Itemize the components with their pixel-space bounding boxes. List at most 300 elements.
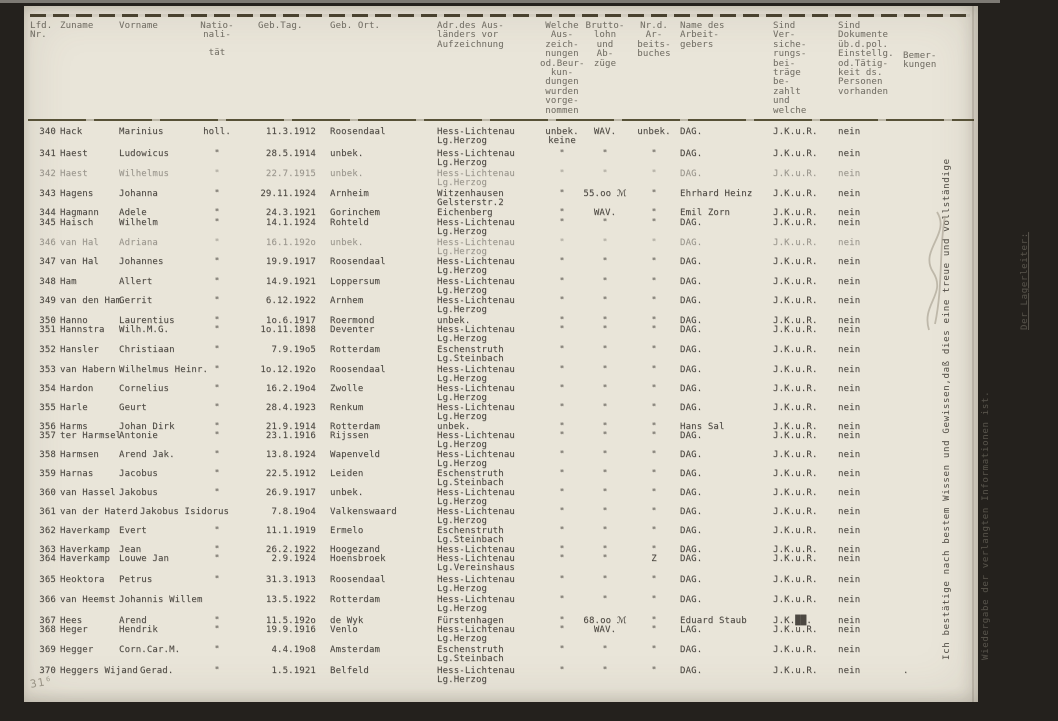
cell-text: Hess-Lichtenau (437, 666, 515, 676)
cell-buch (633, 366, 675, 375)
column-header-geber (680, 22, 725, 50)
cell-text: DAG. (680, 316, 703, 326)
cell-ort (330, 555, 386, 564)
cell-geb (250, 451, 316, 460)
cell-text: 11.5.192o (265, 616, 316, 626)
cell-text: " (602, 218, 608, 228)
cell-buch (633, 326, 675, 335)
cell-zuname (60, 209, 99, 218)
cell-geb (250, 576, 316, 585)
cell-vorname (119, 239, 158, 248)
cell-buch (633, 258, 675, 267)
cell-text: J.K.u.R. (773, 189, 818, 199)
cell-vorname (119, 278, 152, 287)
column-header-adr (437, 22, 504, 50)
cell-adr (437, 128, 515, 147)
cell-nat (200, 432, 234, 441)
column-header-ort (330, 22, 380, 31)
cell-text: " (559, 575, 565, 585)
cell-brutto (578, 219, 632, 228)
header-line: keit ds. (838, 68, 883, 79)
cell-text: Ham (60, 277, 77, 287)
cell-text: " (559, 545, 565, 555)
cell-text: DAG. (680, 554, 703, 564)
cell-buch (633, 508, 675, 517)
cell-adr (437, 432, 515, 451)
cell-text: " (559, 450, 565, 460)
cell-text: Hess-Lichtenau (437, 507, 515, 517)
cell-text: Hees (60, 616, 83, 626)
cell-geber (680, 326, 702, 335)
cell-nr (30, 451, 56, 460)
cell-nat (200, 470, 234, 479)
header-line: Bemer- (903, 51, 937, 61)
cell-text: Hess-Lichtenau (437, 450, 515, 460)
cell-text: " (214, 325, 220, 335)
cell-adr (437, 150, 515, 169)
cell-text: " (651, 666, 657, 676)
cell-adr (437, 555, 515, 574)
cell-brutto (578, 190, 632, 199)
cell-text: " (559, 469, 565, 479)
cell-geb (250, 596, 316, 605)
cell-text: Ehrhard Heinz (680, 189, 753, 199)
cell-text: " (559, 645, 565, 655)
cell-geb (250, 219, 316, 228)
cell-text: Allert (119, 277, 153, 287)
header-line: Geb.Tag. (258, 21, 303, 31)
cell-text: " (559, 526, 565, 536)
cell-text: " (559, 149, 565, 159)
cell-text: unbek. (437, 316, 471, 326)
cell-text: 23.1.1916 (265, 431, 316, 441)
cell-text: J.K.u.R. (773, 526, 818, 536)
cell-ort (330, 470, 363, 479)
cell-text: 346 (39, 238, 56, 248)
cell-brutto (578, 150, 632, 159)
cell-text: Hess-Lichtenau (437, 296, 515, 306)
cell-text: " (214, 645, 220, 655)
cell-text: Valkenswaard (330, 507, 397, 517)
cell-vorname (119, 190, 158, 199)
cell-text: nein (838, 403, 861, 413)
cell-text: DAG. (680, 526, 703, 536)
cell-buch (633, 555, 675, 564)
cell-text: Hess-Lichtenau (437, 384, 515, 394)
cell-text: Arnheim (330, 189, 369, 199)
cell-ort (330, 404, 363, 413)
cell-nat (200, 258, 234, 267)
column-header-nr (30, 22, 56, 41)
cell-text: 345 (39, 218, 56, 228)
cell-text: " (651, 469, 657, 479)
cell-text: " (651, 316, 657, 326)
cell-text: Hess-Lichtenau (437, 169, 515, 179)
cell-text: Eschenstruth (437, 469, 504, 479)
cell-nat (200, 451, 234, 460)
cell-text: Adriana (119, 238, 158, 248)
cell-text: nein (838, 149, 861, 159)
cell-text: " (214, 488, 220, 498)
cell-text: " (602, 296, 608, 306)
cell-text: LAG. (680, 625, 703, 635)
cell-geber (680, 470, 702, 479)
table-top-border (30, 14, 970, 17)
cell-text: Fürstenhagen (437, 616, 504, 626)
cell-buch (633, 470, 675, 479)
cell-text: " (602, 645, 608, 655)
cell-text: Heggers Wijand (60, 666, 138, 676)
cell-geb (250, 170, 316, 179)
cell-dok (838, 278, 860, 287)
cell-text: DAG. (680, 645, 703, 655)
cell-text: " (651, 345, 657, 355)
cell-text: " (559, 422, 565, 432)
cell-vorname (119, 219, 158, 228)
cell-text: Hess-Lichtenau (437, 554, 515, 564)
cell-nr (30, 596, 56, 605)
cell-text: 28.5.1914 (265, 149, 316, 159)
cell-vers (773, 170, 818, 179)
cell-geb (250, 555, 316, 564)
cell-text: 28.4.1923 (265, 403, 316, 413)
cell-geber (680, 626, 702, 635)
cell-text: " (602, 403, 608, 413)
cell-text: Wilhelmus Heinr. (119, 365, 209, 375)
cell-text: Johanna (119, 189, 158, 199)
cell-text: Hess-Lichtenau (437, 257, 515, 267)
certification-line: Wiedergabe der verlangten Informationen ist. (981, 390, 991, 660)
header-line: Nr.d. (640, 21, 668, 31)
cell-text: Hess-Lichtenau (437, 127, 515, 137)
cell-text: Lg.Herzog (437, 516, 488, 527)
cell-adr (437, 451, 515, 470)
cell-dok (838, 555, 860, 564)
cell-text: " (602, 526, 608, 536)
cell-nat (200, 219, 234, 228)
cell-text: Hess-Lichtenau (437, 403, 515, 413)
cell-geber (680, 239, 702, 248)
cell-text: " (651, 257, 657, 267)
cell-text: Amsterdam (330, 645, 381, 655)
cell-text: J.K.u.R. (773, 296, 818, 306)
cell-nat (200, 626, 234, 635)
cell-text: Adele (119, 208, 147, 218)
column-header-dok (838, 22, 894, 97)
cell-zuname (60, 346, 99, 355)
cell-zuname (60, 219, 93, 228)
cell-text: Louwe Jan (119, 554, 170, 564)
cell-text: " (214, 545, 220, 555)
cell-text: " (559, 595, 565, 605)
cell-text: DAG. (680, 545, 703, 555)
cell-text: " (214, 666, 220, 676)
cell-text: nein (838, 625, 861, 635)
cell-dok (838, 667, 860, 676)
cell-brutto (578, 626, 632, 635)
cell-text: J.K.u.R. (773, 422, 818, 432)
cell-text: Hendrik (119, 625, 158, 635)
cell-text: Lg.Herzog (437, 634, 488, 645)
cell-dok (838, 432, 860, 441)
cell-nr (30, 404, 56, 413)
cell-text: DAG. (680, 450, 703, 460)
pencil-note: 31⁶ (29, 674, 54, 691)
cell-buch (633, 385, 675, 394)
cell-text: Wilhelm (119, 218, 158, 228)
cell-zuname (60, 404, 88, 413)
cell-text: 370 (39, 666, 56, 676)
cell-dok (838, 508, 860, 517)
cell-text: Johannes (119, 257, 164, 267)
cell-text: " (602, 169, 608, 179)
header-line: träge (773, 68, 801, 79)
cell-text: DAG. (680, 469, 703, 479)
cell-text: 22.7.1915 (265, 169, 316, 179)
cell-zuname (60, 576, 105, 585)
cell-text: 354 (39, 384, 56, 394)
cell-zuname (60, 508, 138, 517)
cell-ort (330, 508, 397, 517)
cell-text: Hess-Lichtenau (437, 545, 515, 555)
cell-text: " (651, 616, 657, 626)
cell-text: " (559, 169, 565, 179)
cell-text: " (214, 208, 220, 218)
cell-dok (838, 346, 860, 355)
cell-text: J.K.u.R. (773, 208, 818, 218)
cell-text: Lg.Herzog (437, 286, 488, 297)
cell-text: " (559, 507, 565, 517)
cell-text: " (602, 277, 608, 287)
cell-adr (437, 470, 504, 489)
cell-text: Loppersum (330, 277, 381, 287)
cell-text: Witzenhausen (437, 189, 504, 199)
cell-text: DAG. (680, 488, 703, 498)
cell-buch (633, 209, 675, 218)
cell-text: J.K.u.R. (773, 666, 818, 676)
cell-buch (633, 239, 675, 248)
cell-text: DAG. (680, 218, 703, 228)
cell-text: " (602, 238, 608, 248)
cell-text: nein (838, 645, 861, 655)
cell-text: 350 (39, 316, 56, 326)
cell-text: Renkum (330, 403, 364, 413)
cell-text: " (559, 616, 565, 626)
cell-text: Roosendaal (330, 257, 386, 267)
cell-text: " (214, 149, 220, 159)
cell-geber (680, 555, 702, 564)
cell-text: " (214, 554, 220, 564)
cell-nat (200, 385, 234, 394)
cell-text: J.K.u.R. (773, 625, 818, 635)
column-header-vorname (119, 22, 158, 31)
cell-text: 11.1.1919 (265, 526, 316, 536)
cell-text: " (651, 575, 657, 585)
cell-buch (633, 190, 675, 199)
cell-zuname (60, 190, 93, 199)
cell-zuname (60, 278, 77, 287)
cell-geb (250, 626, 316, 635)
cell-vers (773, 297, 818, 306)
cell-text: DAG. (680, 169, 703, 179)
cell-text: " (214, 450, 220, 460)
cell-text: Arend Jak. (119, 450, 175, 460)
cell-text: J.K.u.R. (773, 507, 818, 517)
cell-text: Lg.Herzog (437, 305, 488, 316)
cell-text: unbek. (330, 488, 364, 498)
cell-nr (30, 646, 56, 655)
cell-text: Emil Zorn (680, 208, 731, 218)
cell-ort (330, 278, 380, 287)
cell-text: Lg.Herzog (437, 247, 488, 258)
cell-text: " (651, 189, 657, 199)
cell-text: Hansler (60, 345, 99, 355)
cell-geb (250, 489, 316, 498)
cell-nat (200, 128, 234, 137)
cell-text: 351 (39, 325, 56, 335)
cell-text: Hess-Lichtenau (437, 325, 515, 335)
cell-nr (30, 170, 56, 179)
cell-adr (437, 170, 515, 189)
cell-text: nein (838, 616, 861, 626)
cell-adr (437, 667, 515, 686)
cell-ort (330, 527, 363, 536)
cell-text: Harms (60, 422, 88, 432)
column-header-vers (773, 22, 806, 116)
cell-text: " (559, 431, 565, 441)
cell-text: Haest (60, 149, 88, 159)
cell-dok (838, 150, 860, 159)
cell-geber (680, 527, 702, 536)
cell-vers (773, 219, 818, 228)
cell-text: Roosendaal (330, 127, 386, 137)
cell-adr (437, 209, 493, 218)
cell-text: Hess-Lichtenau (437, 238, 515, 248)
cell-nr (30, 209, 56, 218)
cell-text: " (214, 575, 220, 585)
cell-text: Venlo (330, 625, 358, 635)
cell-text: Roosendaal (330, 575, 386, 585)
cell-text: " (651, 149, 657, 159)
cell-text: " (651, 277, 657, 287)
cell-text: J.K.u.R. (773, 545, 818, 555)
cell-geber (680, 576, 702, 585)
cell-brutto (578, 451, 632, 460)
cell-text: Hardon (60, 384, 94, 394)
cell-text: " (559, 325, 565, 335)
cell-geb (250, 128, 316, 137)
cell-vers (773, 239, 818, 248)
cell-text: Hess-Lichtenau (437, 625, 515, 635)
cell-text: J.K.u.R. (773, 403, 818, 413)
cell-text: Laurentius (119, 316, 175, 326)
cell-text: Jacobus (119, 469, 158, 479)
cell-text: 21.9.1914 (265, 422, 316, 432)
cell-geb (250, 209, 316, 218)
header-line: od.Tätig- (838, 58, 889, 69)
cell-vers (773, 576, 818, 585)
cell-text: " (559, 277, 565, 287)
cell-brutto (578, 297, 632, 306)
cell-text: 344 (39, 208, 56, 218)
cell-text: 343 (39, 189, 56, 199)
header-line: Name des (680, 21, 725, 31)
cell-vers (773, 646, 818, 655)
cell-text: 342 (39, 169, 56, 179)
cell-nat (200, 555, 234, 564)
cell-text: Eichenberg (437, 208, 493, 218)
cell-text: Arend (119, 616, 147, 626)
cell-vorname (119, 451, 175, 460)
cell-zuname (60, 170, 88, 179)
cell-buch (633, 451, 675, 460)
cell-vers (773, 527, 818, 536)
cell-nr (30, 297, 56, 306)
cell-text: " (602, 257, 608, 267)
cell-zuname (60, 470, 93, 479)
cell-text: " (214, 616, 220, 626)
cell-text: van Hal (60, 238, 99, 248)
header-line: Aufzeichnung (437, 39, 504, 50)
cell-text: Ermelo (330, 526, 364, 536)
cell-vers (773, 209, 818, 218)
cell-geber (680, 432, 702, 441)
cell-text: 7.9.19o5 (271, 345, 316, 355)
cell-ort (330, 432, 369, 441)
cell-text: J.K.u.R. (773, 469, 818, 479)
cell-text: nein (838, 422, 861, 432)
cell-text: van Habern (60, 365, 116, 375)
cell-geber (680, 278, 702, 287)
cell-geber (680, 190, 752, 199)
cell-nat (200, 239, 234, 248)
cell-brutto (578, 555, 632, 564)
cell-dok (838, 258, 860, 267)
cell-text: " (214, 238, 220, 248)
cell-brutto (578, 209, 632, 218)
cell-geber (680, 150, 702, 159)
cell-text: " (651, 238, 657, 248)
cell-text: Lg.Herzog (437, 412, 488, 423)
cell-geber (680, 385, 702, 394)
cell-text: Evert (119, 526, 147, 536)
cell-ort (330, 190, 369, 199)
cell-text: " (602, 595, 608, 605)
header-line: wurden (545, 86, 579, 97)
cell-zuname (60, 128, 82, 137)
cell-buch (633, 432, 675, 441)
cell-nr (30, 239, 56, 248)
cell-text: Eschenstruth (437, 345, 504, 355)
cell-vers (773, 278, 818, 287)
cell-vorname (119, 150, 169, 159)
cell-text: 14.9.1921 (265, 277, 316, 287)
cell-text: J.K.██. (773, 616, 812, 626)
cell-vorname (119, 527, 147, 536)
cell-text: Roosendaal (330, 365, 386, 375)
cell-text: " (602, 345, 608, 355)
cell-text: J.K.u.R. (773, 595, 818, 605)
cell-dok (838, 470, 860, 479)
cell-geber (680, 404, 702, 413)
cell-text: Hannstra (60, 325, 105, 335)
cell-text: 29.11.1924 (260, 189, 316, 199)
cell-geb (250, 346, 316, 355)
cell-vers (773, 451, 818, 460)
cell-text: Rotterdam (330, 345, 381, 355)
cell-nr (30, 432, 56, 441)
cell-text: Hess-Lichtenau (437, 575, 515, 585)
